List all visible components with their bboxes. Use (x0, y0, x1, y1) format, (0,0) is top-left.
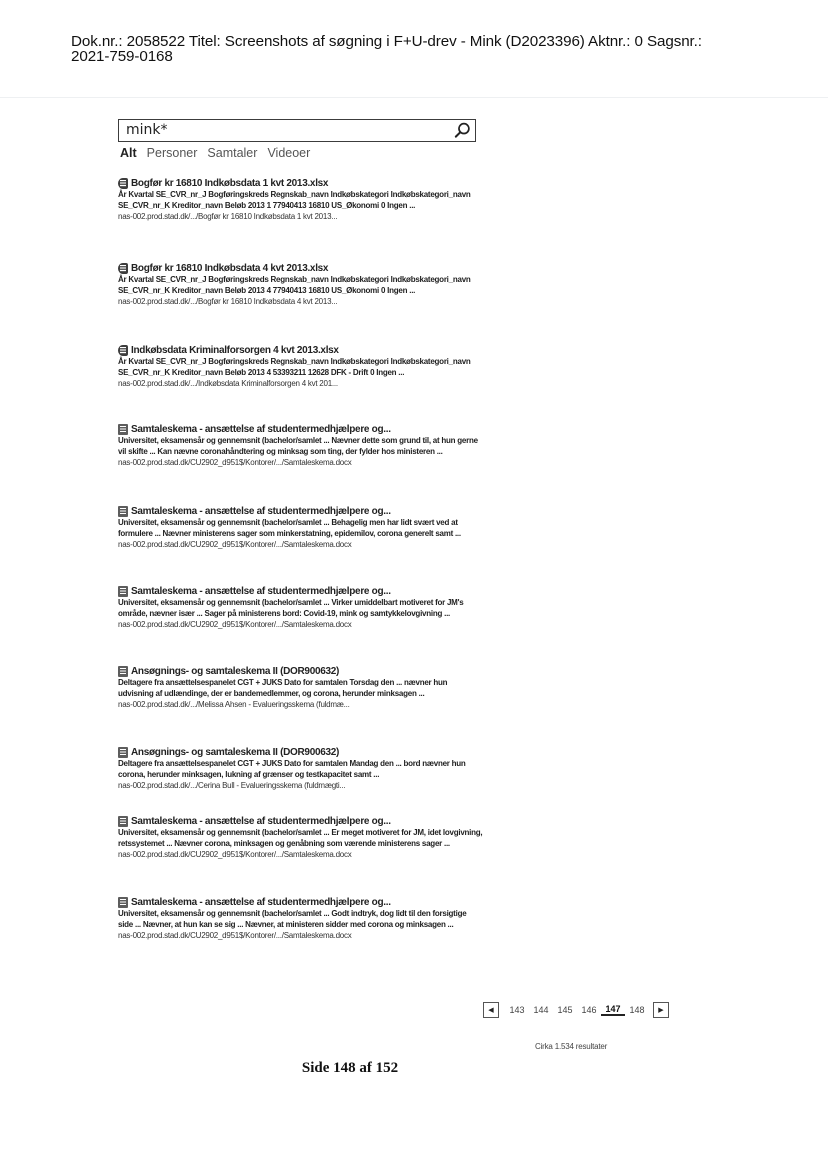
prev-page-icon: ◀ (488, 1007, 494, 1014)
page-link[interactable]: 143 (509, 1005, 525, 1015)
page-link[interactable]: 144 (533, 1005, 549, 1015)
next-page-button[interactable] (653, 1002, 669, 1018)
tab-alt[interactable]: Alt (120, 146, 137, 160)
current-page-link[interactable]: 147 (601, 1004, 625, 1016)
result-snippet: År Kvartal SE_CVR_nr_J Bogføringskreds Regnskab_navn Indkøbskategori Indkøbskategori_navn SE_CVR_nr_K Kreditor_navn Beløb 2013 1 77940413 16810 US_Økonomi 0 Ingen ... (118, 190, 471, 210)
word-file-icon (118, 897, 128, 908)
result-snippet: Deltagere fra ansættelsespanelet CGT + JUKS Dato for samtalen Mandag den ... bord nævner hun corona, herunder minksagen, lukning af grænser og testkapacitet samt ... (118, 759, 466, 779)
tab-videoer[interactable]: Videoer (267, 146, 311, 160)
search-result[interactable] (118, 263, 483, 307)
result-snippet: Universitet, eksamensår og gennemsnit (bachelor/samlet ... Er meget motiveret for JM, idet lovgivning, retssystemet ... Nævner corona, minksagen og genåbning som værende ministerens sager ... (118, 828, 483, 848)
result-path: nas-002.prod.stad.dk/.../Indkøbsdata Kriminalforsorgen 4 kvt 201... (118, 379, 338, 389)
result-title-link[interactable]: Ansøgnings- og samtaleskema II (DOR900632) (131, 747, 340, 758)
result-path: nas-002.prod.stad.dk/.../Cerina Bull - Evalueringsskema (fuldmægti... (118, 781, 346, 791)
search-result[interactable] (118, 666, 483, 710)
result-title-link[interactable]: Ansøgnings- og samtaleskema II (DOR900632) (131, 666, 340, 677)
search-query-text[interactable]: mink* (126, 122, 168, 138)
search-result[interactable] (118, 424, 483, 468)
pagination (483, 1001, 669, 1019)
word-file-icon (118, 816, 128, 827)
word-file-icon (118, 586, 128, 597)
search-result[interactable] (118, 178, 483, 222)
word-file-icon (118, 747, 128, 758)
search-result[interactable] (118, 747, 483, 791)
result-path: nas-002.prod.stad.dk/CU2902_d951$/Kontorer/.../Samtaleskema.docx (118, 620, 352, 630)
result-title-link[interactable]: Samtaleskema - ansættelse af studentermedhjælpere og... (131, 816, 391, 827)
result-snippet: Universitet, eksamensår og gennemsnit (bachelor/samlet ... Godt indtryk, dog lidt til den forsigtige side ... Nævner, at hun kan se sig ... Nævner, at ministeren sidder med corona og minksagen ... (118, 909, 467, 929)
result-title-link[interactable]: Bogfør kr 16810 Indkøbsdata 4 kvt 2013.xlsx (131, 263, 329, 274)
word-file-icon (118, 424, 128, 435)
result-path: nas-002.prod.stad.dk/CU2902_d951$/Kontorer/.../Samtaleskema.docx (118, 458, 352, 468)
document-header-line1: Dok.nr.: 2058522 Titel: Screenshots af søgning i F+U-drev - Mink (D2023396) Aktnr.: 0 Sagsnr.: (71, 33, 702, 50)
result-title-link[interactable]: Samtaleskema - ansættelse af studentermedhjælpere og... (131, 586, 391, 597)
result-path: nas-002.prod.stad.dk/.../Bogfør kr 16810 Indkøbsdata 1 kvt 2013... (118, 212, 338, 222)
page-link[interactable]: 146 (581, 1005, 597, 1015)
scope-tabs (120, 146, 310, 164)
excel-file-icon (118, 345, 128, 356)
result-title-link[interactable]: Samtaleskema - ansættelse af studentermedhjælpere og... (131, 424, 391, 435)
document-header-line2: 2021-759-0168 (71, 48, 173, 65)
result-snippet: Deltagere fra ansættelsespanelet CGT + JUKS Dato for samtalen Torsdag den ... nævner hun udvisning af udlændinge, der er bandemedlemmer, og corona, herunder minksagen ... (118, 678, 448, 698)
result-path: nas-002.prod.stad.dk/CU2902_d951$/Kontorer/.../Samtaleskema.docx (118, 540, 352, 550)
excel-file-icon (118, 178, 128, 189)
tab-personer[interactable]: Personer (146, 146, 198, 160)
result-snippet: År Kvartal SE_CVR_nr_J Bogføringskreds Regnskab_navn Indkøbskategori Indkøbskategori_navn SE_CVR_nr_K Kreditor_navn Beløb 2013 4 53393211 12628 DFK - Drift 0 Ingen ... (118, 357, 471, 377)
word-file-icon (118, 506, 128, 517)
result-path: nas-002.prod.stad.dk/.../Bogfør kr 16810 Indkøbsdata 4 kvt 2013... (118, 297, 338, 307)
search-result[interactable] (118, 506, 483, 550)
page-link[interactable]: 145 (557, 1005, 573, 1015)
result-title-link[interactable]: Bogfør kr 16810 Indkøbsdata 1 kvt 2013.xlsx (131, 178, 329, 189)
next-page-icon: ▶ (658, 1007, 664, 1014)
scan-line (0, 97, 828, 98)
result-snippet: År Kvartal SE_CVR_nr_J Bogføringskreds Regnskab_navn Indkøbskategori Indkøbskategori_navn SE_CVR_nr_K Kreditor_navn Beløb 2013 4 77940413 16810 US_Økonomi 0 Ingen ... (118, 275, 471, 295)
search-result[interactable] (118, 897, 483, 941)
result-title-link[interactable]: Samtaleskema - ansættelse af studentermedhjælpere og... (131, 506, 391, 517)
search-result[interactable] (118, 345, 483, 389)
result-title-link[interactable]: Indkøbsdata Kriminalforsorgen 4 kvt 2013.xlsx (131, 345, 339, 356)
result-path: nas-002.prod.stad.dk/.../Melissa Ahsen - Evalueringsskema (fuldmæ... (118, 700, 350, 710)
result-path: nas-002.prod.stad.dk/CU2902_d951$/Kontorer/.../Samtaleskema.docx (118, 931, 352, 941)
search-input[interactable] (118, 119, 476, 142)
result-snippet: Universitet, eksamensår og gennemsnit (bachelor/samlet ... Nævner dette som grund til, at hun gerne vil skifte ... Kan nævne coronahåndtering og minksag som ting, der fylder hos ministeren ... (118, 436, 478, 456)
page-footer: Side 148 af 152 (301, 1060, 399, 1076)
tab-samtaler[interactable]: Samtaler (207, 146, 258, 160)
page-link[interactable]: 148 (629, 1005, 645, 1015)
prev-page-button[interactable] (483, 1002, 499, 1018)
document-header (71, 34, 791, 64)
results-count: Cirka 1.534 resultater (535, 1042, 608, 1051)
result-path: nas-002.prod.stad.dk/CU2902_d951$/Kontorer/.../Samtaleskema.docx (118, 850, 352, 860)
word-file-icon (118, 666, 128, 677)
search-result[interactable] (118, 816, 483, 860)
excel-file-icon (118, 263, 128, 274)
result-snippet: Universitet, eksamensår og gennemsnit (bachelor/samlet ... Virker umiddelbart motiveret for JM's område, nævner især ... Sager på ministerens bord: Covid-19, mink og samtykkelovgivning ... (118, 598, 464, 618)
result-snippet: Universitet, eksamensår og gennemsnit (bachelor/samlet ... Behagelig men har lidt svært ved at formulere ... Nævner ministerens sager som minkerstatning, epidemilov, corona generelt samt ... (118, 518, 461, 538)
search-icon[interactable] (453, 121, 472, 140)
result-title-link[interactable]: Samtaleskema - ansættelse af studentermedhjælpere og... (131, 897, 391, 908)
search-result[interactable] (118, 586, 483, 630)
